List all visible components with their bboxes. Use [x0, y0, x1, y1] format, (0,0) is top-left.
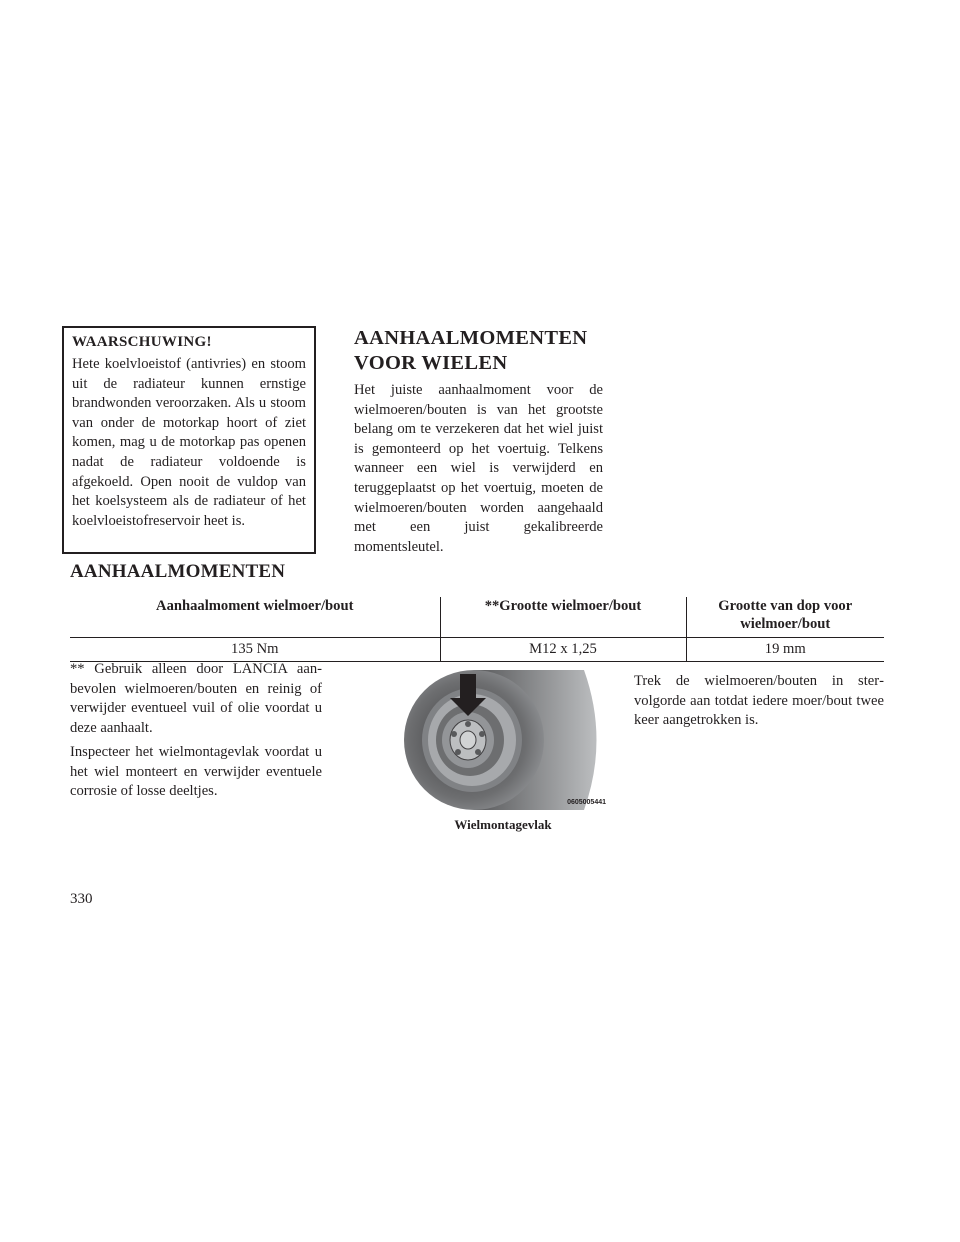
wheel-torque-body: Het juiste aanhaalmoment voor de wielmoeren/bouten is van het grootste belang om te verzekeren dat het wiel juist is gemonteerd op het voertuig. Telkens wanneer een wiel is verwijderd en teruggeplaatst op het voertuig, moeten de wielmoeren/bouten worden aangehaald met een juist gekalibreerde momentsleutel.: [354, 382, 603, 555]
torque-table-header: Aanhaalmoment wielmoer/bout: [156, 598, 354, 614]
warning-title: WAARSCHUWING!: [72, 334, 212, 350]
torque-table: [70, 597, 884, 662]
socket-size-cell: 19 mm: [686, 638, 884, 662]
wheel-mounting-surface-icon: [394, 668, 612, 812]
wheel-torque-heading-line2: VOOR WIELEN: [354, 352, 508, 374]
footnote-text: ** Gebruik alleen door LANCIA aanbevolen wielmoeren/bouten en reinig of verwijder eventueel vuil of olie voordat u deze aanhaalt.: [70, 661, 322, 736]
warning-body: Hete koelvloeistof (antivries) en stoom uit de radiateur kunnen ernstige brandwonden veroorzaken. Als u stoom van onder de motorkap hoort of ziet komen, mag u de motorkap pas openen nadat de radiateur voldoende is afgekoeld. Open nooit de vuldop van het koelsysteem als de radiateur of het koelvloeistofreservoir heet is.: [72, 356, 306, 529]
torque-table-header: **Grootte wielmoer/bout: [440, 597, 686, 638]
torque-heading: AANHAALMOMENTEN: [70, 561, 286, 582]
wheel-mounting-figure: [394, 668, 612, 812]
inspect-text: Inspecteer het wielmontagevlak voordat u het wiel monteert en verwijder eventuele corrosie of losse deeltjes.: [70, 744, 322, 800]
torque-table-header-row: [70, 597, 884, 638]
nut-size-cell: M12 x 1,25: [440, 638, 686, 662]
torque-table-header: Grootte van dop voor wielmoer/bout: [686, 597, 884, 638]
wheel-torque-heading-line1: AANHAALMOMENTEN: [354, 327, 588, 349]
page-number: 330: [70, 891, 93, 907]
figure-caption: Wielmontagevlak: [454, 817, 552, 832]
figure-code: 0605005441: [567, 799, 606, 806]
tighten-text: Trek de wielmoeren/bouten in stervolgorde aan totdat iedere moer/bout twee keer aangetrokken is.: [634, 673, 884, 729]
wheel-torque-heading: [354, 326, 614, 376]
torque-value-cell: 135 Nm: [231, 641, 279, 657]
warning-box: [62, 326, 316, 554]
table-row: [70, 638, 884, 662]
